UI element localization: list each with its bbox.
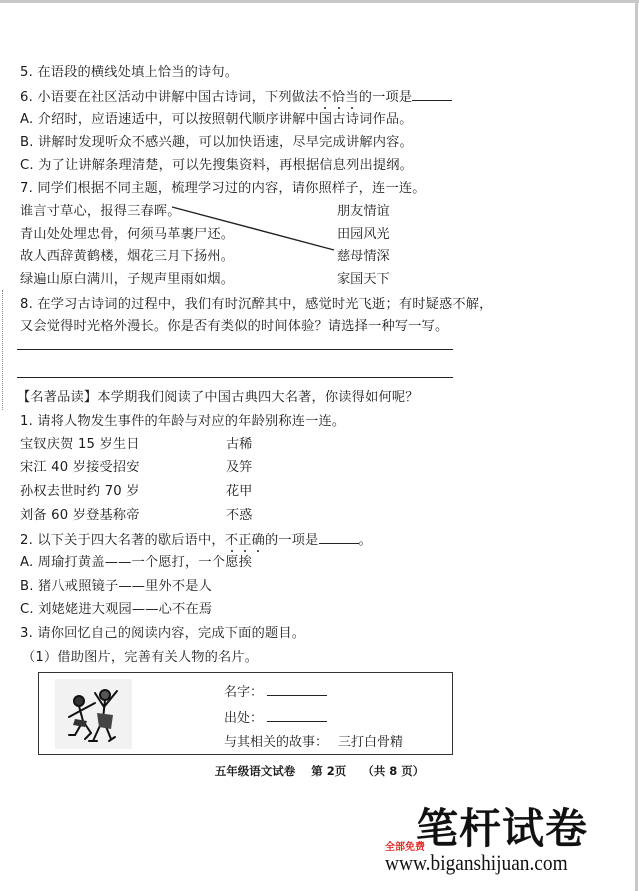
period: 。 <box>358 533 372 548</box>
story-field <box>224 734 403 752</box>
theme-option: 慈母情深 <box>337 249 390 264</box>
theme-option: 田园风光 <box>337 227 390 242</box>
fighting-figures-icon <box>55 679 132 749</box>
age-event: 刘备 60 岁登基称帝 <box>20 508 140 523</box>
classics-intro: 【名著品读】本学期我们阅读了中国古典四大名著，你读得如何呢？ <box>17 390 419 405</box>
theme-option: 家国天下 <box>337 272 390 287</box>
poem-line: 故人西辞黄鹤楼，烟花三月下扬州。 <box>20 249 235 264</box>
age-event: 宝钗庆贺 15 岁生日 <box>20 437 140 452</box>
writing-line[interactable] <box>17 349 453 350</box>
emphasis-char: 当 <box>345 90 359 105</box>
emphasis-char: 恰 <box>331 90 346 105</box>
classics-q2-suffix: 的一项是 <box>264 533 319 548</box>
question-6-option-a: A. 介绍时，应语速适中，可以按照朝代顺序讲解中国古诗词作品。 <box>20 112 413 127</box>
classics-q3: 3. 请你回忆自己的阅读内容，完成下面的题目。 <box>20 626 306 641</box>
question-7: 7. 同学们根据不同主题，梳理学习过的内容，请你照样子，连一连。 <box>20 181 426 196</box>
emphasis-char: 不 <box>318 90 332 105</box>
classics-q2-option-a: A. 周瑜打黄盖——一个愿打，一个愿挨 <box>20 555 252 570</box>
name-blank[interactable] <box>267 683 327 696</box>
classics-q3-sub1: （1）借助图片，完善有关人物的名片。 <box>22 650 259 665</box>
age-term: 花甲 <box>226 484 253 499</box>
age-term: 不惑 <box>226 508 253 523</box>
classics-q2-option-c: C. 刘姥姥进大观园——心不在焉 <box>20 602 213 617</box>
question-6-suffix: 的一项是 <box>358 90 413 105</box>
classics-q2-option-b: B. 猪八戒照镜子——里外不是人 <box>20 579 213 594</box>
illustration-image <box>55 679 132 749</box>
theme-option: 朋友情谊 <box>337 204 390 219</box>
source-blank[interactable] <box>267 709 327 722</box>
emphasis-char: 不 <box>224 533 239 548</box>
source-field <box>224 709 327 728</box>
age-event: 宋江 40 岁接受招安 <box>20 460 140 475</box>
poem-line: 绿遍山原白满川，子规声里雨如烟。 <box>20 272 235 287</box>
answer-blank-q2[interactable] <box>319 531 359 544</box>
question-5: 5. 在语段的横线处填上恰当的诗句。 <box>20 65 239 80</box>
classics-q2 <box>20 531 372 550</box>
emphasis-char: 确 <box>251 533 265 548</box>
question-8-line-2: 又会觉得时光格外漫长。你是否有类似的时间体验？请选择一种写一写。 <box>20 319 449 334</box>
poem-line: 谁言寸草心，报得三春晖。 <box>20 204 181 219</box>
poem-line: 青山处处埋忠骨，何须马革裹尸还。 <box>20 227 235 242</box>
source-label: 出处： <box>224 711 264 726</box>
age-term: 古稀 <box>226 437 253 452</box>
watermark-title: 笔杆试卷 <box>416 804 589 853</box>
question-8-line-1: 8. 在学习古诗词的过程中，我们有时沉醉其中，感觉时光飞逝；有时疑惑不解， <box>20 297 493 312</box>
name-field <box>224 683 327 702</box>
writing-line[interactable] <box>17 377 453 378</box>
question-6-option-c: C. 为了让讲解条理清楚，可以先搜集资料，再根据信息列出提纲。 <box>20 158 414 173</box>
page-footer: 五年级语文试卷 第 2页 （共 8 页） <box>214 764 425 778</box>
name-label: 名字： <box>224 685 264 700</box>
story-label: 与其相关的故事： <box>224 735 329 750</box>
age-event: 孙权去世时约 70 岁 <box>20 484 140 499</box>
classics-q2-prefix: 2. 以下关于四大名著的歇后语中， <box>20 533 225 548</box>
emphasis-char: 正 <box>238 533 252 548</box>
question-6-prefix: 6. 小语要在社区活动中讲解中国古诗词，下列做法 <box>20 90 319 105</box>
question-6-option-b: B. 讲解时发现听众不感兴趣，可以加快语速，尽早完成讲解内容。 <box>20 135 413 150</box>
classics-q1: 1. 请将人物发生事件的年龄与对应的年龄别称连一连。 <box>20 414 346 429</box>
story-value: 三打白骨精 <box>338 735 404 750</box>
character-card <box>38 672 453 755</box>
watermark-free-tag: 全部免费 <box>385 842 425 853</box>
watermark-url[interactable]: www.biganshijuan.com <box>385 850 568 875</box>
age-term: 及笄 <box>226 460 253 475</box>
